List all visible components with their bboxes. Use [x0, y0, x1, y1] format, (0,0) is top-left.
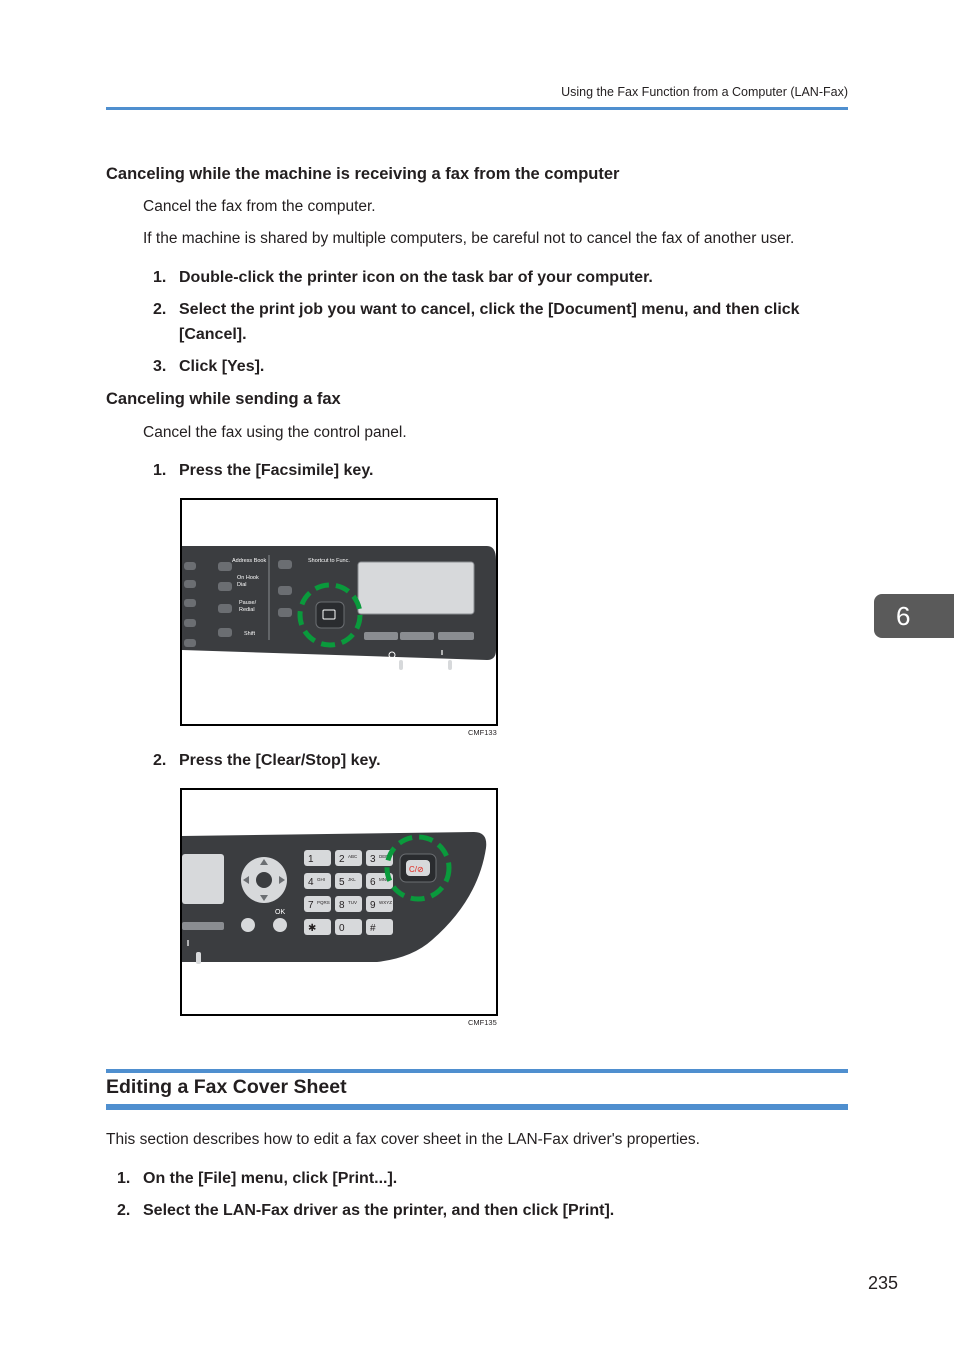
step-text: Press the [Facsimile] key. — [179, 462, 374, 479]
keypad-digit: 7 — [308, 900, 314, 911]
keypad-digit: 1 — [308, 854, 314, 865]
running-header: Using the Fax Function from a Computer (LAN-Fax) — [561, 85, 848, 99]
step-number: 2. — [153, 301, 167, 318]
step-number: 1. — [153, 462, 167, 479]
step-item — [153, 358, 264, 376]
step-number: 1. — [153, 269, 167, 286]
redial-label: Redial — [239, 607, 255, 613]
step-text: Click [Yes]. — [179, 358, 265, 375]
step-item — [153, 269, 653, 287]
on-hook-label: On Hook — [237, 575, 259, 581]
section-heading-sending: Canceling while sending a fax — [106, 390, 341, 408]
keypad-letters: JKL — [348, 877, 356, 882]
step-text: Double-click the printer icon on the task bar of your computer. — [179, 269, 653, 286]
step-number: 1. — [117, 1170, 131, 1187]
keypad-digit: 3 — [370, 854, 376, 865]
keypad-letters: DEF — [379, 854, 388, 859]
control-panel-figure-clear-stop — [180, 788, 498, 1016]
header-rule — [106, 107, 848, 110]
pause-label: Pause/ — [239, 600, 257, 606]
shift-label: Shift — [244, 631, 256, 637]
section-heading-cover-sheet: Editing a Fax Cover Sheet — [106, 1076, 347, 1098]
figure-caption: CMF135 — [468, 1018, 497, 1027]
step-item — [153, 752, 381, 770]
heading-rule-top — [106, 1069, 848, 1073]
step-item — [117, 1170, 397, 1188]
keypad-digit: 9 — [370, 900, 376, 911]
paragraph: This section describes how to edit a fax cover sheet in the LAN-Fax driver's properties. — [106, 1131, 700, 1148]
keypad-letters: ABC — [348, 854, 358, 859]
keypad-letters: MNO — [379, 877, 390, 882]
clear-stop-label: C/⊘ — [409, 865, 424, 874]
page-number: 235 — [868, 1273, 899, 1293]
keypad-digit: 0 — [339, 923, 345, 934]
step-item — [117, 1202, 614, 1220]
keypad-digit: # — [370, 923, 376, 934]
keypad-illustration — [182, 790, 496, 1014]
keypad-letters: GHI — [317, 877, 326, 882]
keypad-digit: ✱ — [308, 923, 317, 934]
paragraph: If the machine is shared by multiple computers, be careful not to cancel the fax of another user. — [143, 230, 795, 247]
paragraph: Cancel the fax from the computer. — [143, 198, 376, 215]
address-book-label: Address Book — [232, 558, 267, 564]
keypad-digit: 8 — [339, 900, 345, 911]
keypad-digit: 5 — [339, 877, 345, 888]
step-text: Press the [Clear/Stop] key. — [179, 752, 381, 769]
control-panel-figure-facsimile — [180, 498, 498, 726]
step-number: 2. — [117, 1202, 131, 1219]
section-heading-receiving: Canceling while the machine is receiving a fax from the computer — [106, 165, 620, 183]
step-number: 3. — [153, 358, 167, 375]
chapter-tab: 6 — [874, 594, 954, 638]
keypad-letters: TUV — [348, 900, 357, 905]
heading-rule-bottom — [106, 1104, 848, 1110]
control-panel-illustration — [182, 500, 496, 724]
shortcut-label: Shortcut to Func. — [308, 558, 350, 564]
keypad-digit: 4 — [308, 877, 314, 888]
keypad-digit: 6 — [370, 877, 376, 888]
step-text: Select the LAN-Fax driver as the printer, and then click [Print]. — [143, 1202, 615, 1219]
step-text-continued: [Cancel]. — [179, 326, 247, 343]
ok-label: OK — [275, 909, 286, 916]
figure-caption: CMF133 — [468, 728, 497, 737]
dial-label: Dial — [237, 582, 247, 588]
paragraph: Cancel the fax using the control panel. — [143, 424, 407, 441]
step-text: Select the print job you want to cancel, click the [Document] menu, and then click — [179, 301, 800, 318]
keypad-digit: 2 — [339, 854, 345, 865]
step-item — [153, 462, 373, 480]
keypad-letters: PQRS — [317, 900, 330, 905]
step-item — [153, 301, 800, 319]
step-number: 2. — [153, 752, 167, 769]
step-text: On the [File] menu, click [Print...]. — [143, 1170, 398, 1187]
keypad-letters: WXYZ — [379, 900, 392, 905]
